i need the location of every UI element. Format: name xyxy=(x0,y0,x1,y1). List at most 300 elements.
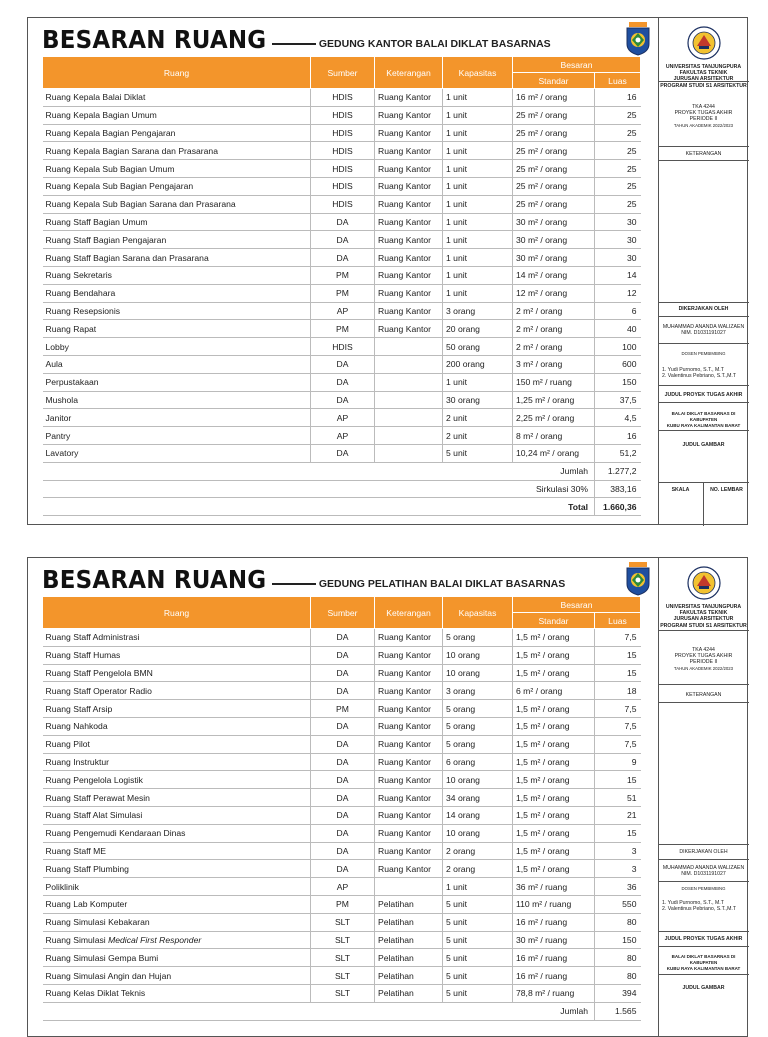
description: Ruang Kantor xyxy=(375,700,443,718)
student-name: MUHAMMAD ANANDA WALIZAEN xyxy=(662,324,745,330)
main-panel xyxy=(28,558,659,1036)
capacity: 1 unit xyxy=(443,249,513,267)
capacity: 50 orang xyxy=(443,338,513,356)
source: DA xyxy=(311,806,375,824)
area: 16 xyxy=(595,89,641,107)
description xyxy=(375,355,443,373)
summary-row-sirkulasi xyxy=(43,480,641,498)
table-row xyxy=(43,806,641,824)
student-nim: NIM. D1031191027 xyxy=(681,330,726,337)
description: Ruang Kantor xyxy=(375,284,443,302)
room-size-table xyxy=(42,56,641,516)
course-period: PERIODE II xyxy=(689,116,718,123)
room-name: Ruang Instruktur xyxy=(43,753,311,771)
source: SLT xyxy=(311,931,375,949)
capacity: 1 unit xyxy=(443,124,513,142)
source: HDIS xyxy=(311,177,375,195)
capacity: 1 unit xyxy=(443,284,513,302)
room-name: Ruang Simulasi Kebakaran xyxy=(43,913,311,931)
source: AP xyxy=(311,409,375,427)
col-header-ruang: Ruang xyxy=(43,597,311,629)
source: PM xyxy=(311,895,375,913)
judul-proyek-line-2: KUBU RAYA KALIMANTAN BARAT xyxy=(666,966,741,972)
standard: 1,5 m² / orang xyxy=(513,789,595,807)
source: DA xyxy=(311,824,375,842)
source: HDIS xyxy=(311,106,375,124)
standard: 2 m² / orang xyxy=(513,320,595,338)
area: 25 xyxy=(595,142,641,160)
capacity: 10 orang xyxy=(443,664,513,682)
dosen-2: 2. Valentinus Pebriano, S.T.,M.T xyxy=(662,906,737,913)
area: 600 xyxy=(595,355,641,373)
description: Pelatihan xyxy=(375,949,443,967)
source: DA xyxy=(311,213,375,231)
standard: 16 m² / orang xyxy=(513,89,595,107)
source: HDIS xyxy=(311,338,375,356)
course-info xyxy=(658,647,749,672)
table-row xyxy=(43,735,641,753)
area: 12 xyxy=(595,284,641,302)
capacity: 30 orang xyxy=(443,391,513,409)
capacity: 3 orang xyxy=(443,682,513,700)
capacity: 10 orang xyxy=(443,824,513,842)
table-row xyxy=(43,106,641,124)
drawing-sheet-kantor xyxy=(27,17,748,525)
total-value: 1.660,36 xyxy=(595,498,641,516)
table-row xyxy=(43,664,641,682)
area: 25 xyxy=(595,160,641,178)
table-row xyxy=(43,302,641,320)
room-name: Ruang Staff Administrasi xyxy=(43,629,311,647)
capacity: 200 orang xyxy=(443,355,513,373)
department-name: JURUSAN ARSITEKTUR xyxy=(673,76,734,83)
source: DA xyxy=(311,444,375,462)
capacity: 1 unit xyxy=(443,213,513,231)
area: 30 xyxy=(595,231,641,249)
capacity: 5 unit xyxy=(443,444,513,462)
room-name: Ruang Pengemudi Kendaraan Dinas xyxy=(43,824,311,842)
description: Ruang Kantor xyxy=(375,195,443,213)
description: Ruang Kantor xyxy=(375,771,443,789)
room-name: Ruang Simulasi Gempa Bumi xyxy=(43,949,311,967)
col-header-luas: Luas xyxy=(595,613,641,629)
area: 6 xyxy=(595,302,641,320)
area: 7,5 xyxy=(595,629,641,647)
description: Ruang Kantor xyxy=(375,629,443,647)
capacity: 3 orang xyxy=(443,302,513,320)
table-row xyxy=(43,284,641,302)
sheet-header xyxy=(42,21,622,57)
table-body xyxy=(43,89,641,463)
description: Ruang Kantor xyxy=(375,89,443,107)
area: 14 xyxy=(595,266,641,284)
title-block-sidebar xyxy=(658,18,749,524)
room-name: Ruang Kepala Bagian Pengajaran xyxy=(43,124,311,142)
area: 100 xyxy=(595,338,641,356)
table-row xyxy=(43,753,641,771)
table-row xyxy=(43,913,641,931)
description: Ruang Kantor xyxy=(375,682,443,700)
area: 15 xyxy=(595,824,641,842)
dosen-list xyxy=(658,367,749,379)
standard: 1,5 m² / orang xyxy=(513,664,595,682)
judul-gambar-label: JUDUL GAMBAR xyxy=(682,985,725,991)
area: 18 xyxy=(595,682,641,700)
table-row xyxy=(43,824,641,842)
description: Ruang Kantor xyxy=(375,860,443,878)
table-row xyxy=(43,860,641,878)
room-name: Ruang Staff Alat Simulasi xyxy=(43,806,311,824)
room-name: Ruang Lab Komputer xyxy=(43,895,311,913)
standard: 8 m² / orang xyxy=(513,427,595,445)
capacity: 10 orang xyxy=(443,646,513,664)
table-row xyxy=(43,160,641,178)
description xyxy=(375,444,443,462)
area: 150 xyxy=(595,931,641,949)
room-name: Pantry xyxy=(43,427,311,445)
area: 51 xyxy=(595,789,641,807)
source: HDIS xyxy=(311,142,375,160)
student-info xyxy=(658,324,749,336)
standard: 1,5 m² / orang xyxy=(513,646,595,664)
room-name-italic: Medical First Responder xyxy=(108,934,202,945)
standard: 25 m² / orang xyxy=(513,177,595,195)
judul-proyek-label: JUDUL PROYEK TUGAS AKHIR xyxy=(664,936,743,942)
source: HDIS xyxy=(311,160,375,178)
judul-gambar-label: JUDUL GAMBAR xyxy=(682,442,725,448)
col-header-standar: Standar xyxy=(513,73,595,89)
capacity: 5 unit xyxy=(443,931,513,949)
capacity: 5 orang xyxy=(443,700,513,718)
standard: 6 m² / orang xyxy=(513,682,595,700)
capacity: 5 unit xyxy=(443,895,513,913)
table-row xyxy=(43,949,641,967)
dikerjakan-oleh-label: DIKERJAKAN OLEH xyxy=(678,306,729,312)
description: Ruang Kantor xyxy=(375,664,443,682)
description: Ruang Kantor xyxy=(375,106,443,124)
source: SLT xyxy=(311,984,375,1002)
table-row xyxy=(43,249,641,267)
col-header-kapasitas: Kapasitas xyxy=(443,597,513,629)
description xyxy=(375,878,443,896)
source: PM xyxy=(311,320,375,338)
standard: 3 m² / orang xyxy=(513,355,595,373)
capacity: 1 unit xyxy=(443,266,513,284)
table-row xyxy=(43,984,641,1002)
jumlah-value: 1.565 xyxy=(595,1002,641,1020)
source: SLT xyxy=(311,949,375,967)
description: Pelatihan xyxy=(375,895,443,913)
course-period: PERIODE II xyxy=(689,659,718,666)
standard: 1,5 m² / orang xyxy=(513,824,595,842)
standard: 25 m² / orang xyxy=(513,142,595,160)
room-name: Ruang Pilot xyxy=(43,735,311,753)
standard: 12 m² / orang xyxy=(513,284,595,302)
capacity: 10 orang xyxy=(443,771,513,789)
area: 4,5 xyxy=(595,409,641,427)
col-header-standar: Standar xyxy=(513,613,595,629)
description xyxy=(375,373,443,391)
capacity: 5 unit xyxy=(443,949,513,967)
capacity: 1 unit xyxy=(443,195,513,213)
capacity: 5 orang xyxy=(443,717,513,735)
area: 25 xyxy=(595,124,641,142)
room-name: Ruang Simulasi Angin dan Hujan xyxy=(43,967,311,985)
area: 80 xyxy=(595,949,641,967)
col-header-besaran: Besaran xyxy=(513,57,641,73)
standard: 30 m² / ruang xyxy=(513,931,595,949)
table-row xyxy=(43,266,641,284)
room-name: Perpustakaan xyxy=(43,373,311,391)
title-block-sidebar xyxy=(658,558,749,1036)
jumlah-label: Jumlah xyxy=(43,1002,595,1020)
student-name: MUHAMMAD ANANDA WALIZAEN xyxy=(662,865,745,871)
table-row xyxy=(43,373,641,391)
source: DA xyxy=(311,842,375,860)
description xyxy=(375,391,443,409)
capacity: 34 orang xyxy=(443,789,513,807)
standard: 1,5 m² / orang xyxy=(513,717,595,735)
table-row xyxy=(43,444,641,462)
table-row xyxy=(43,842,641,860)
description: Ruang Kantor xyxy=(375,177,443,195)
area: 7,5 xyxy=(595,700,641,718)
table-row xyxy=(43,89,641,107)
room-name: Ruang Nahkoda xyxy=(43,717,311,735)
description: Ruang Kantor xyxy=(375,717,443,735)
table-row xyxy=(43,427,641,445)
area: 80 xyxy=(595,967,641,985)
table-row xyxy=(43,355,641,373)
room-name: Ruang Kelas Diklat Teknis xyxy=(43,984,311,1002)
description xyxy=(375,338,443,356)
capacity: 14 orang xyxy=(443,806,513,824)
room-name: Ruang Staff Bagian Pengajaran xyxy=(43,231,311,249)
standard: 36 m² / ruang xyxy=(513,878,595,896)
area: 9 xyxy=(595,753,641,771)
room-name: Ruang Staff Humas xyxy=(43,646,311,664)
area: 15 xyxy=(595,646,641,664)
dosen-label: DOSEN PEMBIMBING xyxy=(681,886,726,891)
capacity: 2 orang xyxy=(443,842,513,860)
table-row xyxy=(43,124,641,142)
standard: 2,25 m² / orang xyxy=(513,409,595,427)
standard: 16 m² / ruang xyxy=(513,967,595,985)
course-info xyxy=(658,104,749,129)
area: 37,5 xyxy=(595,391,641,409)
source: DA xyxy=(311,860,375,878)
standard: 25 m² / orang xyxy=(513,124,595,142)
standard: 1,5 m² / orang xyxy=(513,735,595,753)
col-header-sumber: Sumber xyxy=(311,597,375,629)
source: DA xyxy=(311,717,375,735)
source: AP xyxy=(311,878,375,896)
description: Ruang Kantor xyxy=(375,302,443,320)
source: DA xyxy=(311,682,375,700)
standard: 1,25 m² / orang xyxy=(513,391,595,409)
source: AP xyxy=(311,302,375,320)
room-name: Ruang Kepala Sub Bagian Pengajaran xyxy=(43,177,311,195)
capacity: 20 orang xyxy=(443,320,513,338)
table-row xyxy=(43,177,641,195)
description: Ruang Kantor xyxy=(375,124,443,142)
capacity: 1 unit xyxy=(443,89,513,107)
area: 30 xyxy=(595,213,641,231)
source: SLT xyxy=(311,967,375,985)
dosen-label: DOSEN PEMBIMBING xyxy=(681,351,726,356)
room-name: Ruang Kepala Balai Diklat xyxy=(43,89,311,107)
room-name: Ruang Staff Arsip xyxy=(43,700,311,718)
source: HDIS xyxy=(311,89,375,107)
university-name: UNIVERSITAS TANJUNGPURA xyxy=(665,64,742,70)
capacity: 1 unit xyxy=(443,177,513,195)
standard: 14 m² / orang xyxy=(513,266,595,284)
room-name: Ruang Kepala Bagian Sarana dan Prasarana xyxy=(43,142,311,160)
dosen-1: 1. Yudi Purnomo, S.T., M.T xyxy=(662,367,724,373)
description xyxy=(375,427,443,445)
standard: 2 m² / orang xyxy=(513,338,595,356)
col-header-besaran: Besaran xyxy=(513,597,641,613)
capacity: 1 unit xyxy=(443,878,513,896)
standard: 25 m² / orang xyxy=(513,195,595,213)
dikerjakan-oleh-label: DIKERJAKAN OLEH xyxy=(679,849,728,855)
standard: 110 m² / ruang xyxy=(513,895,595,913)
judul-proyek xyxy=(658,411,749,430)
sirkulasi-label: Sirkulasi 30% xyxy=(43,480,595,498)
title-divider xyxy=(272,43,316,45)
table-row xyxy=(43,231,641,249)
standard: 1,5 m² / orang xyxy=(513,806,595,824)
description: Ruang Kantor xyxy=(375,842,443,860)
table-row xyxy=(43,717,641,735)
source: HDIS xyxy=(311,124,375,142)
source: DA xyxy=(311,771,375,789)
faculty-name: FAKULTAS TEKNIK xyxy=(679,70,728,77)
room-name: Ruang Resepsionis xyxy=(43,302,311,320)
description xyxy=(375,409,443,427)
total-label: Total xyxy=(43,498,595,516)
standard: 16 m² / ruang xyxy=(513,913,595,931)
standard: 2 m² / orang xyxy=(513,302,595,320)
program-name: PROGRAM STUDI S1 ARSITEKTUR xyxy=(660,622,747,629)
capacity: 1 unit xyxy=(443,160,513,178)
area: 15 xyxy=(595,771,641,789)
jumlah-label: Jumlah xyxy=(43,462,595,480)
source: HDIS xyxy=(311,195,375,213)
table-row xyxy=(43,646,641,664)
source: DA xyxy=(311,629,375,647)
course-name: PROYEK TUGAS AKHIR xyxy=(674,110,733,117)
room-name: Mushola xyxy=(43,391,311,409)
area: 7,5 xyxy=(595,717,641,735)
area: 15 xyxy=(595,664,641,682)
summary-row-total xyxy=(43,498,641,516)
area: 3 xyxy=(595,842,641,860)
col-header-sumber: Sumber xyxy=(311,57,375,89)
page-title: BESARAN RUANG xyxy=(42,564,267,594)
course-name: PROYEK TUGAS AKHIR xyxy=(674,653,733,660)
capacity: 1 unit xyxy=(443,231,513,249)
room-name: Ruang Rapat xyxy=(43,320,311,338)
main-panel xyxy=(28,18,659,524)
table-row xyxy=(43,967,641,985)
room-name: Ruang Pengelola Logistik xyxy=(43,771,311,789)
description: Ruang Kantor xyxy=(375,320,443,338)
dosen-list xyxy=(658,900,749,912)
area: 30 xyxy=(595,249,641,267)
table-row xyxy=(43,895,641,913)
source: PM xyxy=(311,700,375,718)
table-row xyxy=(43,195,641,213)
description: Ruang Kantor xyxy=(375,646,443,664)
room-name: Lobby xyxy=(43,338,311,356)
description: Ruang Kantor xyxy=(375,266,443,284)
description: Ruang Kantor xyxy=(375,213,443,231)
no-lembar-label: NO. LEMBAR xyxy=(710,487,743,493)
standard: 30 m² / orang xyxy=(513,249,595,267)
room-name: Ruang Staff Bagian Umum xyxy=(43,213,311,231)
area: 394 xyxy=(595,984,641,1002)
university-name: UNIVERSITAS TANJUNGPURA xyxy=(665,604,742,610)
student-info xyxy=(658,865,749,877)
table-row xyxy=(43,338,641,356)
room-name: Janitor xyxy=(43,409,311,427)
page-subtitle: GEDUNG KANTOR BALAI DIKLAT BASARNAS xyxy=(318,37,551,50)
source: PM xyxy=(311,284,375,302)
area: 3 xyxy=(595,860,641,878)
table-row xyxy=(43,700,641,718)
room-name: Ruang Kepala Sub Bagian Sarana dan Prasarana xyxy=(43,195,311,213)
basarnas-emblem-icon xyxy=(624,562,652,596)
room-name: Ruang Kepala Bagian Umum xyxy=(43,106,311,124)
description: Ruang Kantor xyxy=(375,735,443,753)
table-row xyxy=(43,789,641,807)
standard: 16 m² / ruang xyxy=(513,949,595,967)
area: 25 xyxy=(595,177,641,195)
standard: 1,5 m² / orang xyxy=(513,629,595,647)
page-subtitle: GEDUNG PELATIHAN BALAI DIKLAT BASARNAS xyxy=(318,577,566,590)
capacity: 2 unit xyxy=(443,427,513,445)
source: PM xyxy=(311,266,375,284)
area: 36 xyxy=(595,878,641,896)
table-row xyxy=(43,391,641,409)
capacity: 5 orang xyxy=(443,735,513,753)
table-row xyxy=(43,629,641,647)
col-header-keterangan: Keterangan xyxy=(375,57,443,89)
course-code: TKA 4244 xyxy=(692,104,715,110)
drawing-sheet-pelatihan xyxy=(27,557,748,1037)
description: Pelatihan xyxy=(375,984,443,1002)
area: 80 xyxy=(595,913,641,931)
faculty-name: FAKULTAS TEKNIK xyxy=(679,610,728,617)
source: DA xyxy=(311,789,375,807)
description: Pelatihan xyxy=(375,967,443,985)
source: DA xyxy=(311,373,375,391)
standard: 30 m² / orang xyxy=(513,231,595,249)
university-logo-icon xyxy=(687,26,721,60)
basarnas-emblem-icon xyxy=(624,22,652,56)
source: DA xyxy=(311,646,375,664)
area: 21 xyxy=(595,806,641,824)
academic-year: TAHUN AKADEMIK 2022/2023 xyxy=(673,665,734,671)
room-name: Ruang Staff ME xyxy=(43,842,311,860)
room-name: Ruang Sekretaris xyxy=(43,266,311,284)
room-name: Aula xyxy=(43,355,311,373)
description: Ruang Kantor xyxy=(375,753,443,771)
room-name: Ruang Bendahara xyxy=(43,284,311,302)
capacity: 2 unit xyxy=(443,409,513,427)
judul-proyek-line-1: BALAI DIKLAT BASARNAS DI KABUPATEN xyxy=(671,954,736,966)
